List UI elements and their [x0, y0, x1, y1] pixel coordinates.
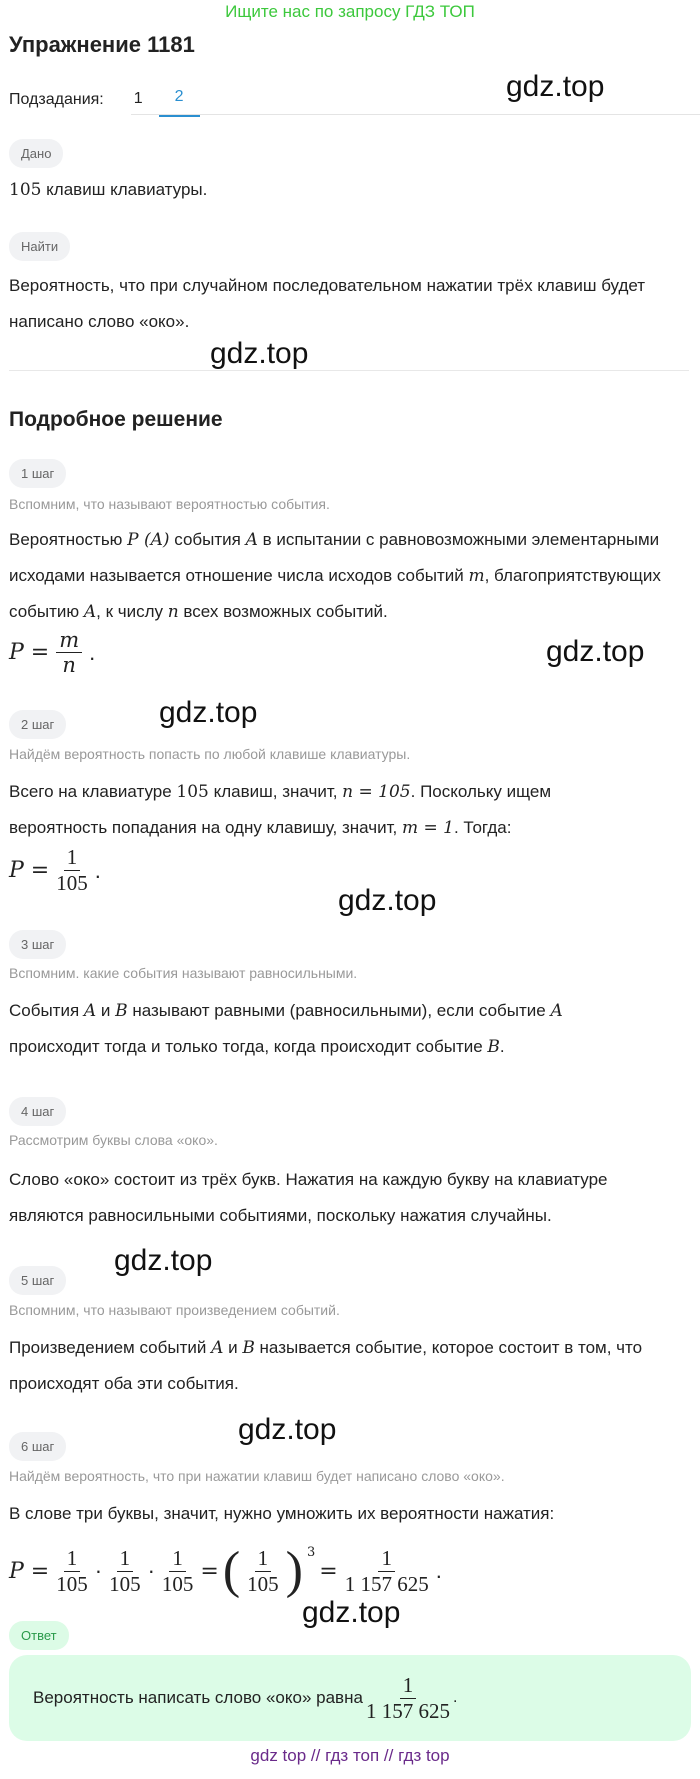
watermark: gdz.top: [210, 337, 309, 370]
answer-badge: Ответ: [9, 1621, 69, 1650]
answer-text: Вероятность написать слово «око» равна: [33, 1688, 363, 1707]
solution-title: Подробное решение: [9, 408, 223, 431]
find-text: Вероятность, что при случайном последовательном нажатии трёх клавиш будет написано слово «око».: [9, 276, 646, 331]
step-1-badge: 1 шаг: [9, 459, 66, 488]
step-2-badge: 2 шаг: [9, 710, 66, 739]
step-4-text: Слово «око» состоит из трёх букв. Нажатия на каждую букву на клавиатуре являются равносильными событиями, поскольку нажатия случайны.: [9, 1170, 608, 1225]
tab-1[interactable]: 1: [133, 89, 143, 107]
step-4-hint: Рассмотрим буквы слова «око».: [9, 1132, 218, 1148]
step-2-text: Всего на клавиатуре 105 клавиш, значит, n = 105. Поскольку ищем вероятность попадания на одну клавишу, значит, m = 1. Тогда:: [9, 782, 552, 838]
subtasks-tabs: [9, 82, 200, 117]
step-1-text: Вероятностью P (A) события A в испытании с равновозможными элементарными исходами называется отношение числа исходов событий m, благоприятствующих событию A, к числу n всех возможных событий.: [9, 530, 661, 622]
tabs-divider: [131, 114, 700, 115]
step-6-badge: 6 шаг: [9, 1432, 66, 1461]
step-5-text: Произведением событий A и B называется событие, которое состоит в том, что происходят оба эти события.: [9, 1338, 643, 1393]
step-3-text: События A и B называют равными (равносильными), если событие A происходит тогда и только тогда, когда происходит событие B.: [9, 1001, 563, 1057]
watermark: gdz.top: [546, 635, 645, 668]
watermark: gdz.top: [338, 884, 437, 917]
step-1-hint: Вспомним, что называют вероятностью события.: [9, 496, 330, 512]
step-4-badge: 4 шаг: [9, 1097, 66, 1126]
search-banner: Ищите нас по запросу ГДЗ ТОП: [225, 2, 475, 21]
step-3-badge: 3 шаг: [9, 930, 66, 959]
step-5-badge: 5 шаг: [9, 1266, 66, 1295]
step-6-hint: Найдём вероятность, что при нажатии клавиш будет написано слово «око».: [9, 1468, 505, 1484]
subtasks-label: Подзадания:: [9, 90, 104, 108]
step-1-formula: P = $\frac{m}{n}$ .: [9, 628, 96, 677]
answer-box: Вероятность написать слово «око» равна $\frac{1}{1 157 625}$ .: [9, 1655, 691, 1741]
page-title: Упражнение 1181: [9, 32, 195, 57]
find-badge: Найти: [9, 232, 70, 261]
step-6-formula: P = $\frac{1}{105}$ · $\frac{1}{105}$ · $\frac{1}{105}$ = ( $\frac{1}{105}$ ) $^3$ = $\frac{1}{1 157 625}$ .: [9, 1542, 442, 1599]
step-3-hint: Вспомним. какие события называют равносильными.: [9, 965, 358, 981]
divider: [9, 370, 689, 371]
tab-2[interactable]: 2: [159, 88, 200, 117]
watermark: gdz.top: [302, 1596, 401, 1629]
step-6-text: В слове три буквы, значит, нужно умножить их вероятности нажатия:: [9, 1504, 555, 1523]
given-badge: Дано: [9, 139, 63, 168]
step-5-hint: Вспомним, что называют произведением событий.: [9, 1302, 340, 1318]
step-2-formula: P = $\frac{1}{105}$ .: [9, 845, 101, 895]
watermark: gdz.top: [159, 696, 258, 729]
step-2-hint: Найдём вероятность попасть по любой клавише клавиатуры.: [9, 746, 411, 762]
watermark: gdz.top: [506, 70, 605, 103]
footer-links[interactable]: gdz top // гдз топ // гдз top: [250, 1746, 450, 1765]
answer-fraction: $\frac{1}{1 157 625}$: [365, 1672, 450, 1723]
given-text: 105 клавиш клавиатуры.: [9, 180, 208, 200]
watermark: gdz.top: [238, 1413, 337, 1446]
watermark: gdz.top: [114, 1244, 213, 1277]
